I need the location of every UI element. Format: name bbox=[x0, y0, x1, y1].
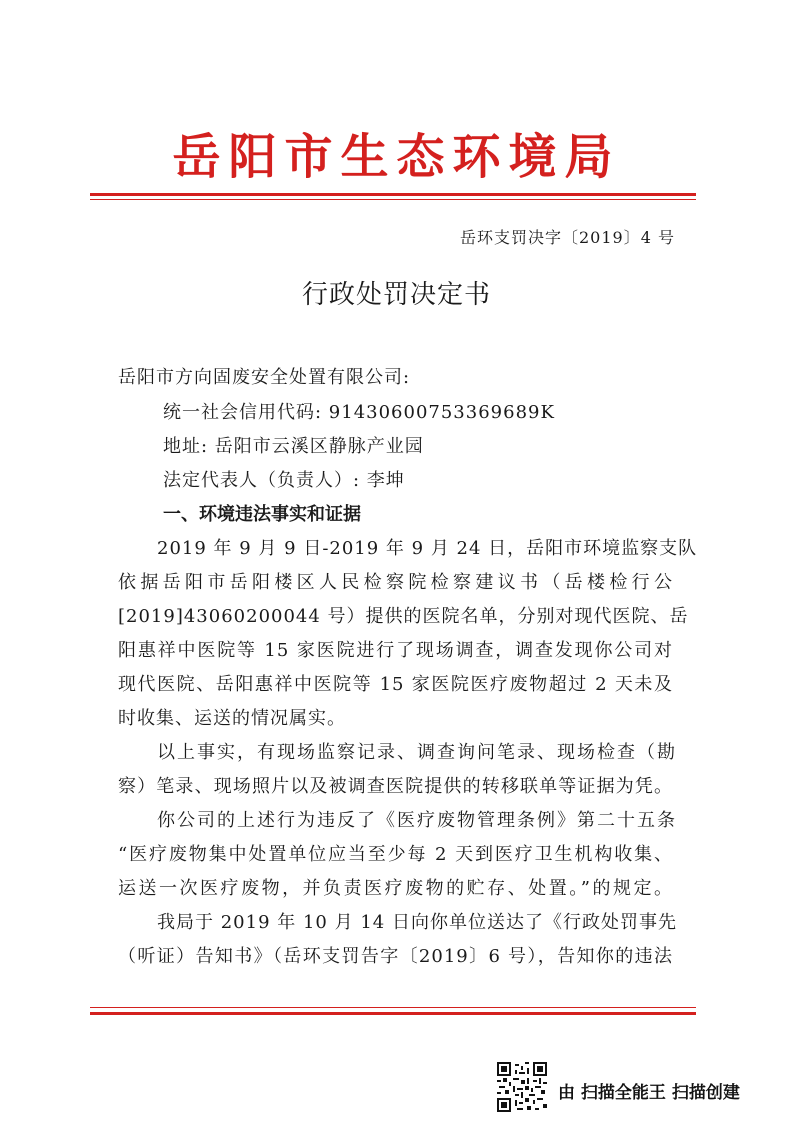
body-line: 以上事实，有现场监察记录、调查询问笔录、现场检查（勘 bbox=[157, 742, 676, 763]
body-line: 2019 年 9 月 9 日-2019 年 9 月 24 日，岳阳市环境监察支队 bbox=[157, 538, 698, 559]
qr-code-icon bbox=[497, 1062, 547, 1112]
body-line: （听证）告知书》（岳环支罚告字〔2019〕6 号），告知你的违法 bbox=[118, 946, 673, 967]
body-line: 现代医院、岳阳惠祥中医院等 15 家医院医疗废物超过 2 天未及 bbox=[118, 674, 673, 695]
document-title: 行政处罚决定书 bbox=[301, 280, 491, 310]
org-title: 岳阳市生态环境局 bbox=[172, 129, 621, 185]
body-line: 我局于 2019 年 10 月 14 日向你单位送达了《行政处罚事先 bbox=[157, 912, 677, 933]
body-line: 察）笔录、现场照片以及被调查医院提供的转移联单等证据为凭。 bbox=[118, 776, 673, 797]
body-line: [2019]43060200044 号）提供的医院名单，分别对现代医院、岳 bbox=[118, 606, 689, 627]
document-number: 岳环支罚决字〔2019〕4 号 bbox=[460, 228, 675, 247]
body-line: 依据岳阳市岳阳楼区人民检察院检察建议书（岳楼检行公 bbox=[118, 572, 673, 593]
party-address: 地址: 岳阳市云溪区静脉产业园 bbox=[163, 436, 424, 457]
body-line: 阳惠祥中医院等 15 家医院进行了现场调查，调查发现你公司对 bbox=[118, 640, 673, 661]
section-heading: 一、环境违法事实和证据 bbox=[163, 504, 361, 525]
party-name: 岳阳市方向固废安全处置有限公司: bbox=[118, 367, 411, 388]
footer-rule-thin bbox=[90, 1007, 696, 1008]
body-line: “医疗废物集中处置单位应当至少每 2 天到医疗卫生机构收集、 bbox=[118, 844, 673, 865]
header-rule-thick bbox=[90, 193, 696, 196]
credit-code: 统一社会信用代码: 91430600753369689K bbox=[163, 402, 555, 423]
header-rule-thin bbox=[90, 199, 696, 200]
legal-representative: 法定代表人（负责人）: 李坤 bbox=[163, 470, 405, 491]
scanner-watermark: 由 扫描全能王 扫描创建 bbox=[558, 1083, 740, 1103]
footer-rule-thick bbox=[90, 1012, 696, 1015]
body-line: 运送一次医疗废物，并负责医疗废物的贮存、处置。”的规定。 bbox=[118, 878, 673, 899]
body-line: 时收集、运送的情况属实。 bbox=[118, 708, 346, 729]
body-line: 你公司的上述行为违反了《医疗废物管理条例》第二十五条 bbox=[157, 810, 676, 831]
